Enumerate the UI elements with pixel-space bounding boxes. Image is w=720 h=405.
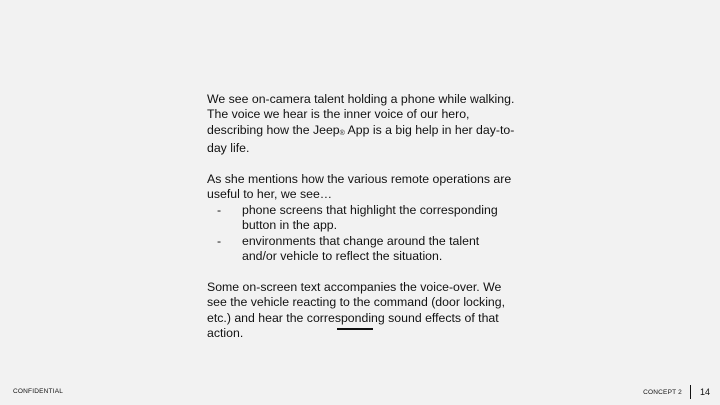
bullet-dash: - (217, 233, 222, 248)
intro-paragraph (207, 92, 517, 157)
footer-section (643, 385, 710, 399)
confidential-label: CONFIDENTIAL (13, 388, 64, 395)
operations-paragraph: As she mentions how the various remote operations are useful to her, we see… (207, 172, 512, 202)
intro-text-part-2: App is a big help in her day-to-day life. (207, 122, 515, 156)
bullet-item (207, 203, 517, 234)
bullet-dash: - (217, 202, 222, 217)
registered-mark: ® (339, 129, 345, 137)
underline-accent (337, 328, 373, 330)
bullet-text: phone screens that highlight the corresponding button in the app. (242, 202, 498, 233)
slide-body (207, 92, 517, 341)
bullet-list (207, 203, 517, 265)
page-number: 14 (699, 387, 710, 397)
bullet-item (207, 234, 517, 265)
bullet-text: environments that change around the talent and/or vehicle to reflect the situation. (242, 233, 480, 264)
footer-divider (690, 385, 691, 399)
voiceover-paragraph: Some on-screen text accompanies the voice-over. We see the vehicle reacting to the command (door locking, etc.) and hear the corresponding sound effects of that action. (207, 279, 506, 341)
section-label: CONCEPT 2 (643, 388, 682, 396)
intro-text-part-1: We see on-camera talent holding a phone while walking. The voice we hear is the inner voice of our hero, describing how the Jeep (207, 92, 515, 137)
